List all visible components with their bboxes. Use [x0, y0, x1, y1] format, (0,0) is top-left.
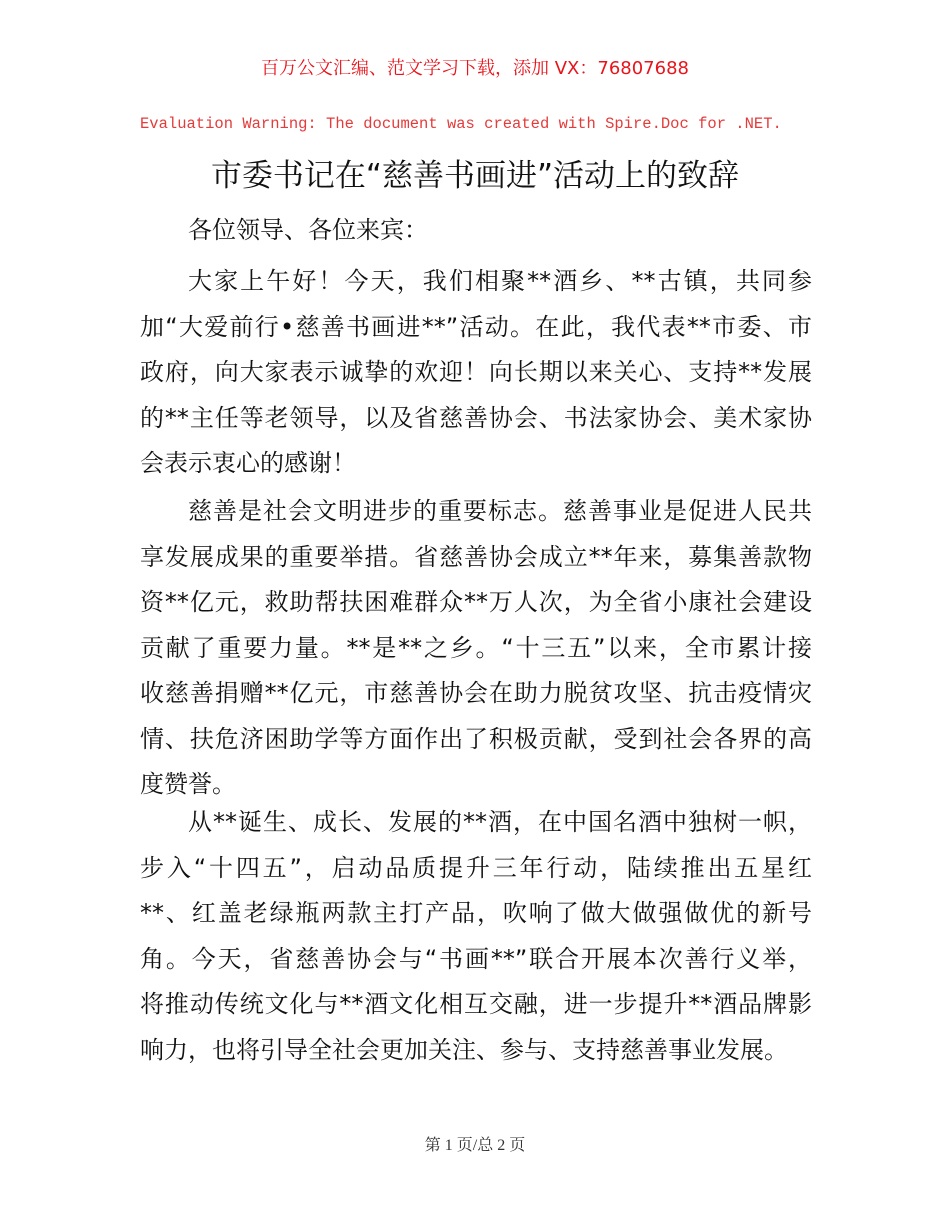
paragraph-line: 度赞誉。 [140, 770, 236, 798]
evaluation-warning: Evaluation Warning: The document was created with Spire.Doc for .NET. [140, 115, 782, 133]
paragraph-line: 会表示衷心的感谢！ [140, 449, 356, 477]
paragraph-1 [140, 259, 812, 487]
paragraph-2 [140, 489, 812, 808]
document-title: 市委书记在“慈善书画进”活动上的致辞 [210, 158, 740, 194]
paragraph-line: 贡献了重要力量。**是**之乡。“十三五”以来，全市累计接 [140, 633, 812, 662]
paragraph-line: 大家上午好！今天，我们相聚**酒乡、**古镇，共同参 [188, 267, 812, 295]
paragraph-line: 步入“十四五”，启动品质提升三年行动，陆续推出五星红 [140, 853, 812, 882]
paragraph-line: 资**亿元，救助帮扶困难群众**万人次，为全省小康社会建设 [140, 588, 812, 616]
paragraph-line: 角。今天，省慈善协会与“书画**”联合开展本次善行义举， [140, 944, 812, 973]
page-indicator: 第 1 页/总 2 页 [424, 1137, 526, 1154]
salutation: 各位领导、各位来宾： [188, 216, 428, 244]
paragraph-line: 情、扶危济困助学等方面作出了积极贡献，受到社会各界的高 [140, 724, 812, 753]
paragraph-3 [140, 800, 812, 1073]
paragraph-line: 从**诞生、成长、发展的**酒，在中国名酒中独树一帜， [188, 808, 812, 836]
header-banner: 百万公文汇编、范文学习下载，添加 VX：76807688 [261, 58, 689, 79]
paragraph-line: 的**主任等老领导，以及省慈善协会、书法家协会、美术家协 [140, 403, 812, 432]
paragraph-line: 收慈善捐赠**亿元，市慈善协会在助力脱贫攻坚、抗击疫情灾 [140, 679, 812, 707]
paragraph-line: 享发展成果的重要举措。省慈善协会成立**年来，募集善款物 [140, 542, 812, 571]
paragraph-line: 政府，向大家表示诚挚的欢迎！向长期以来关心、支持**发展 [140, 358, 812, 386]
paragraph-line: 加“大爱前行•慈善书画进**”活动。在此，我代表**市委、市 [140, 312, 812, 341]
paragraph-line: 响力，也将引导全社会更加关注、参与、支持慈善事业发展。 [140, 1035, 788, 1064]
paragraph-line: **、红盖老绿瓶两款主打产品，吹响了做大做强做优的新号 [140, 899, 812, 927]
paragraph-line: 将推动传统文化与**酒文化相互交融，进一步提升**酒品牌影 [140, 990, 812, 1018]
paragraph-line: 慈善是社会文明进步的重要标志。慈善事业是促进人民共 [188, 497, 812, 525]
